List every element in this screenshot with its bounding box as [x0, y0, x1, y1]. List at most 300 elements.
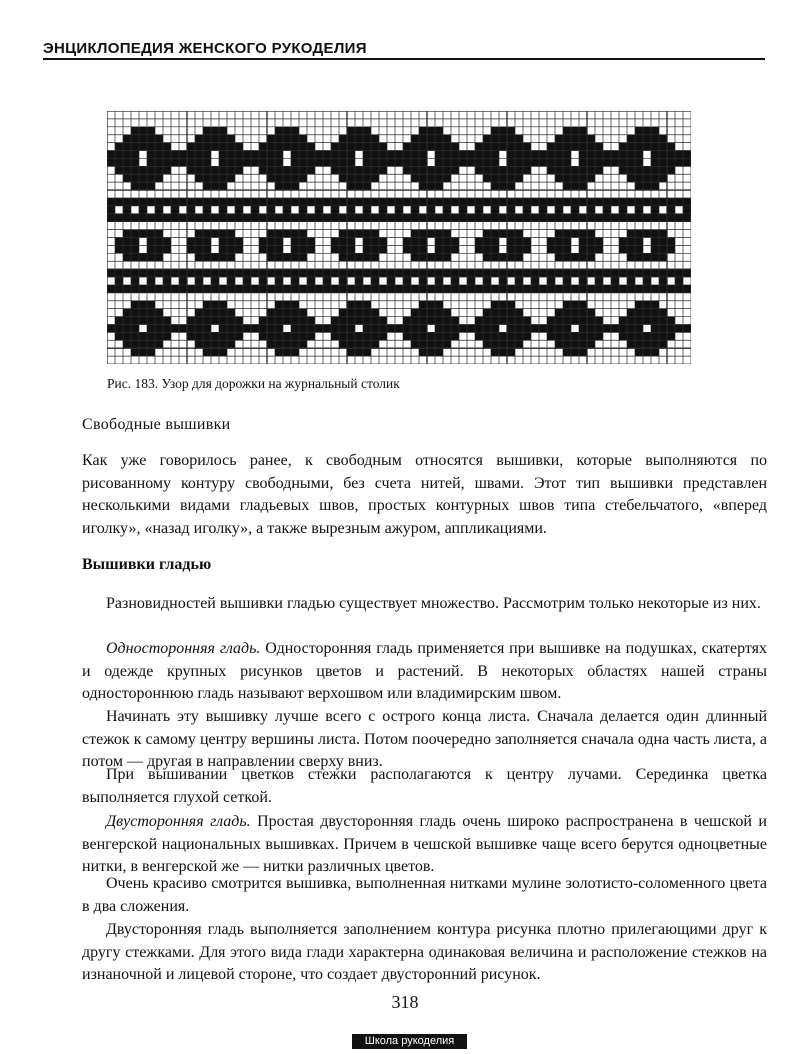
pattern-stitch: [131, 143, 139, 151]
pattern-stitch: [603, 158, 611, 166]
pattern-stitch: [419, 253, 427, 261]
pattern-stitch: [155, 230, 163, 238]
pattern-stitch: [587, 253, 595, 261]
pattern-stitch: [139, 269, 147, 277]
pattern-stitch: [195, 332, 203, 340]
pattern-stitch: [411, 269, 419, 277]
pattern-stitch: [307, 317, 315, 325]
pattern-stitch: [579, 253, 587, 261]
pattern-stitch: [667, 324, 675, 332]
pattern-stitch: [211, 166, 219, 174]
pattern-stitch: [451, 166, 459, 174]
pattern-stitch: [451, 317, 459, 325]
pattern-stitch: [627, 277, 635, 285]
pattern-stitch: [555, 166, 563, 174]
pattern-stitch: [571, 206, 579, 214]
pattern-stitch: [515, 174, 523, 182]
pattern-stitch: [651, 301, 659, 309]
pattern-stitch: [595, 277, 603, 285]
pattern-stitch: [195, 253, 203, 261]
pattern-stitch: [291, 198, 299, 206]
pattern-stitch: [595, 198, 603, 206]
pattern-stitch: [187, 317, 195, 325]
pattern-stitch: [475, 158, 483, 166]
pattern-stitch: [675, 324, 683, 332]
pattern-stitch: [139, 174, 147, 182]
pattern-stitch: [355, 277, 363, 285]
pattern-stitch: [667, 214, 675, 222]
pattern-stitch: [291, 238, 299, 246]
pattern-stitch: [187, 198, 195, 206]
pattern-stitch: [291, 340, 299, 348]
pattern-stitch: [579, 214, 587, 222]
pattern-stitch: [187, 206, 195, 214]
pattern-stitch: [579, 340, 587, 348]
pattern-stitch: [379, 198, 387, 206]
pattern-stitch: [507, 158, 515, 166]
pattern-stitch: [219, 332, 227, 340]
pattern-stitch: [315, 151, 323, 159]
pattern-stitch: [395, 158, 403, 166]
pattern-stitch: [267, 285, 275, 293]
pattern-stitch: [211, 230, 219, 238]
pattern-stitch: [483, 198, 491, 206]
pattern-stitch: [203, 174, 211, 182]
pattern-stitch: [307, 245, 315, 253]
pattern-stitch: [339, 253, 347, 261]
pattern-stitch: [531, 285, 539, 293]
pattern-stitch: [347, 309, 355, 317]
pattern-stitch: [611, 151, 619, 159]
pattern-stitch: [587, 245, 595, 253]
pattern-stitch: [443, 269, 451, 277]
pattern-stitch: [507, 127, 515, 135]
pattern-stitch: [339, 198, 347, 206]
pattern-stitch: [291, 214, 299, 222]
pattern-stitch: [547, 214, 555, 222]
pattern-stitch: [395, 198, 403, 206]
pattern-stitch: [203, 151, 211, 159]
pattern-stitch: [123, 166, 131, 174]
pattern-stitch: [275, 301, 283, 309]
pattern-stitch: [579, 317, 587, 325]
pattern-stitch: [131, 166, 139, 174]
pattern-stitch: [475, 324, 483, 332]
pattern-stitch: [579, 151, 587, 159]
pattern-stitch: [139, 198, 147, 206]
pattern-stitch: [291, 348, 299, 356]
pattern-stitch: [611, 285, 619, 293]
pattern-stitch: [419, 238, 427, 246]
pattern-stitch: [219, 348, 227, 356]
pattern-stitch: [419, 214, 427, 222]
pattern-stitch: [139, 214, 147, 222]
pattern-stitch: [419, 348, 427, 356]
pattern-stitch: [131, 245, 139, 253]
pattern-stitch: [611, 324, 619, 332]
pattern-stitch: [251, 151, 259, 159]
pattern-stitch: [179, 285, 187, 293]
pattern-stitch: [363, 174, 371, 182]
pattern-stitch: [267, 206, 275, 214]
pattern-stitch: [619, 158, 627, 166]
pattern-stitch: [427, 332, 435, 340]
pattern-stitch: [219, 198, 227, 206]
pattern-stitch: [195, 143, 203, 151]
pattern-stitch: [283, 253, 291, 261]
pattern-stitch: [411, 245, 419, 253]
pattern-stitch: [603, 214, 611, 222]
pattern-stitch: [467, 324, 475, 332]
pattern-stitch: [619, 166, 627, 174]
pattern-stitch: [619, 245, 627, 253]
pattern-stitch: [331, 206, 339, 214]
pattern-stitch: [475, 198, 483, 206]
pattern-stitch: [523, 269, 531, 277]
pattern-stitch: [187, 151, 195, 159]
pattern-stitch: [443, 135, 451, 143]
pattern-stitch: [219, 143, 227, 151]
pattern-stitch: [651, 348, 659, 356]
pattern-stitch: [339, 277, 347, 285]
pattern-stitch: [195, 230, 203, 238]
pattern-stitch: [283, 174, 291, 182]
pattern-stitch: [235, 143, 243, 151]
pattern-stitch: [163, 269, 171, 277]
pattern-stitch: [419, 158, 427, 166]
pattern-stitch: [483, 151, 491, 159]
pattern-stitch: [387, 324, 395, 332]
pattern-stitch: [203, 166, 211, 174]
pattern-stitch: [419, 285, 427, 293]
pattern-stitch: [171, 269, 179, 277]
pattern-stitch: [667, 238, 675, 246]
pattern-stitch: [355, 348, 363, 356]
pattern-stitch: [291, 135, 299, 143]
pattern-stitch: [571, 166, 579, 174]
pattern-stitch: [595, 214, 603, 222]
pattern-stitch: [563, 348, 571, 356]
pattern-stitch: [579, 174, 587, 182]
pattern-stitch: [139, 253, 147, 261]
pattern-stitch: [243, 285, 251, 293]
pattern-stitch: [235, 206, 243, 214]
pattern-stitch: [435, 135, 443, 143]
pattern-stitch: [443, 317, 451, 325]
pattern-stitch: [291, 158, 299, 166]
pattern-stitch: [563, 174, 571, 182]
pattern-stitch: [179, 324, 187, 332]
pattern-stitch: [499, 269, 507, 277]
pattern-stitch: [131, 174, 139, 182]
pattern-stitch: [563, 340, 571, 348]
pattern-stitch: [547, 158, 555, 166]
pattern-stitch: [115, 324, 123, 332]
pattern-stitch: [387, 151, 395, 159]
pattern-stitch: [323, 277, 331, 285]
pattern-stitch: [195, 269, 203, 277]
pattern-stitch: [491, 127, 499, 135]
pattern-stitch: [483, 285, 491, 293]
pattern-stitch: [395, 214, 403, 222]
pattern-stitch: [419, 127, 427, 135]
pattern-stitch: [203, 317, 211, 325]
pattern-stitch: [499, 166, 507, 174]
pattern-stitch: [587, 151, 595, 159]
pattern-stitch: [579, 127, 587, 135]
pattern-stitch: [411, 324, 419, 332]
pattern-stitch: [603, 285, 611, 293]
pattern-stitch: [475, 166, 483, 174]
pattern-stitch: [547, 166, 555, 174]
pattern-stitch: [115, 214, 123, 222]
pattern-stitch: [563, 277, 571, 285]
pattern-stitch: [291, 253, 299, 261]
pattern-stitch: [659, 324, 667, 332]
pattern-stitch: [443, 166, 451, 174]
pattern-stitch: [371, 253, 379, 261]
pattern-stitch: [555, 324, 563, 332]
pattern-stitch: [283, 182, 291, 190]
pattern-stitch: [155, 285, 163, 293]
pattern-stitch: [259, 214, 267, 222]
pattern-stitch: [147, 317, 155, 325]
pattern-stitch: [507, 182, 515, 190]
pattern-stitch: [347, 174, 355, 182]
pattern-stitch: [595, 285, 603, 293]
pattern-stitch: [363, 301, 371, 309]
pattern-stitch: [259, 332, 267, 340]
pattern-stitch: [515, 332, 523, 340]
pattern-stitch: [483, 166, 491, 174]
pattern-stitch: [163, 158, 171, 166]
pattern-stitch: [523, 158, 531, 166]
pattern-stitch: [435, 143, 443, 151]
pattern-stitch: [515, 245, 523, 253]
pattern-stitch: [611, 269, 619, 277]
pattern-stitch: [675, 198, 683, 206]
pattern-stitch: [587, 206, 595, 214]
pattern-stitch: [683, 151, 691, 159]
pattern-stitch: [499, 127, 507, 135]
pattern-stitch: [243, 277, 251, 285]
pattern-stitch: [155, 238, 163, 246]
pattern-stitch: [627, 166, 635, 174]
pattern-stitch: [147, 151, 155, 159]
pattern-stitch: [451, 151, 459, 159]
pattern-stitch: [203, 340, 211, 348]
pattern-stitch: [683, 269, 691, 277]
pattern-stitch: [227, 253, 235, 261]
intro-paragraph: Как уже говорилось ранее, к свободным относятся вышивки, которые выполняются по рисованному контуру свободными, без счета нитей, швами. Этот тип вышивки представлен несколькими видами гладьевых швов, простых контурных швов типа стебельчатого, «вперед иголку», «назад иголку», а также вырезным ажуром, аппликациями.: [82, 452, 767, 537]
pattern-stitch: [243, 269, 251, 277]
pattern-stitch: [427, 198, 435, 206]
pattern-stitch: [155, 317, 163, 325]
pattern-stitch: [611, 277, 619, 285]
pattern-stitch: [131, 332, 139, 340]
pattern-stitch: [635, 127, 643, 135]
pattern-stitch: [507, 324, 515, 332]
pattern-stitch: [587, 332, 595, 340]
pattern-stitch: [571, 182, 579, 190]
pattern-stitch: [427, 348, 435, 356]
pattern-stitch: [163, 277, 171, 285]
pattern-stitch: [275, 230, 283, 238]
pattern-stitch: [331, 151, 339, 159]
pattern-stitch: [635, 214, 643, 222]
pattern-stitch: [419, 245, 427, 253]
pattern-stitch: [147, 269, 155, 277]
pattern-stitch: [227, 332, 235, 340]
pattern-stitch: [507, 214, 515, 222]
pattern-stitch: [435, 309, 443, 317]
header-rule: [43, 58, 765, 60]
pattern-stitch: [123, 317, 131, 325]
pattern-stitch: [515, 166, 523, 174]
embroidery-pattern-figure: [107, 111, 691, 364]
pattern-stitch: [163, 245, 171, 253]
pattern-stitch: [299, 245, 307, 253]
pattern-stitch: [355, 230, 363, 238]
pattern-stitch: [563, 301, 571, 309]
pattern-stitch: [211, 253, 219, 261]
pattern-stitch: [555, 309, 563, 317]
pattern-stitch: [291, 317, 299, 325]
pattern-stitch: [171, 214, 179, 222]
pattern-stitch: [675, 277, 683, 285]
pattern-stitch: [635, 285, 643, 293]
pattern-stitch: [259, 317, 267, 325]
pattern-stitch: [131, 285, 139, 293]
pattern-stitch: [435, 238, 443, 246]
pattern-stitch: [491, 174, 499, 182]
pattern-stitch: [115, 238, 123, 246]
pattern-stitch: [427, 269, 435, 277]
pattern-stitch: [203, 285, 211, 293]
pattern-stitch: [347, 324, 355, 332]
pattern-stitch: [627, 214, 635, 222]
pattern-stitch: [323, 198, 331, 206]
pattern-stitch: [307, 214, 315, 222]
pattern-stitch: [283, 340, 291, 348]
pattern-stitch: [419, 317, 427, 325]
pattern-stitch: [435, 214, 443, 222]
running-header: [43, 36, 765, 66]
pattern-stitch: [339, 317, 347, 325]
pattern-stitch: [499, 214, 507, 222]
pattern-stitch: [523, 198, 531, 206]
pattern-stitch: [347, 332, 355, 340]
pattern-stitch: [443, 214, 451, 222]
pattern-stitch: [459, 198, 467, 206]
pattern-stitch: [371, 174, 379, 182]
pattern-stitch: [123, 269, 131, 277]
pattern-stitch: [275, 158, 283, 166]
pattern-stitch: [563, 269, 571, 277]
pattern-stitch: [275, 245, 283, 253]
pattern-stitch: [163, 214, 171, 222]
pattern-stitch: [579, 285, 587, 293]
pattern-stitch: [363, 182, 371, 190]
pattern-stitch: [419, 340, 427, 348]
pattern-stitch: [619, 206, 627, 214]
pattern-stitch: [243, 324, 251, 332]
pattern-stitch: [547, 324, 555, 332]
pattern-stitch: [563, 158, 571, 166]
pattern-stitch: [139, 127, 147, 135]
pattern-stitch: [411, 143, 419, 151]
pattern-stitch: [587, 309, 595, 317]
pattern-stitch: [107, 206, 115, 214]
pattern-stitch: [627, 285, 635, 293]
pattern-stitch: [379, 285, 387, 293]
pattern-stitch: [355, 332, 363, 340]
pattern-stitch: [475, 245, 483, 253]
pattern-stitch: [275, 332, 283, 340]
pattern-stitch: [595, 269, 603, 277]
pattern-stitch: [227, 340, 235, 348]
pattern-stitch: [403, 324, 411, 332]
pattern-stitch: [203, 198, 211, 206]
pattern-stitch: [307, 324, 315, 332]
pattern-stitch: [507, 166, 515, 174]
pattern-stitch: [539, 198, 547, 206]
pattern-stitch: [275, 182, 283, 190]
pattern-stitch: [651, 214, 659, 222]
pattern-stitch: [363, 340, 371, 348]
pattern-stitch: [363, 166, 371, 174]
pattern-stitch: [523, 285, 531, 293]
pattern-stitch: [155, 214, 163, 222]
pattern-stitch: [259, 238, 267, 246]
pattern-stitch: [643, 253, 651, 261]
pattern-stitch: [267, 174, 275, 182]
pattern-stitch: [115, 245, 123, 253]
pattern-stitch: [659, 135, 667, 143]
pattern-stitch: [555, 245, 563, 253]
pattern-stitch: [555, 143, 563, 151]
pattern-stitch: [339, 332, 347, 340]
pattern-stitch: [683, 285, 691, 293]
pattern-stitch: [379, 214, 387, 222]
pattern-stitch: [491, 182, 499, 190]
pattern-stitch: [275, 238, 283, 246]
pattern-stitch: [563, 230, 571, 238]
pattern-stitch: [219, 324, 227, 332]
pattern-stitch: [427, 230, 435, 238]
pattern-stitch: [283, 301, 291, 309]
pattern-stitch: [387, 158, 395, 166]
pattern-stitch: [283, 317, 291, 325]
footer-watermark: Школа рукоделия: [352, 1034, 467, 1049]
pattern-stitch: [523, 143, 531, 151]
pattern-stitch: [155, 174, 163, 182]
pattern-stitch: [275, 135, 283, 143]
pattern-stitch: [339, 309, 347, 317]
pattern-stitch: [643, 340, 651, 348]
pattern-stitch: [347, 206, 355, 214]
pattern-stitch: [411, 238, 419, 246]
pattern-stitch: [235, 324, 243, 332]
pattern-stitch: [371, 269, 379, 277]
pattern-stitch: [523, 332, 531, 340]
pattern-stitch: [427, 309, 435, 317]
pattern-stitch: [627, 151, 635, 159]
pattern-stitch: [131, 214, 139, 222]
pattern-stitch: [683, 214, 691, 222]
pattern-stitch: [443, 340, 451, 348]
pattern-stitch: [547, 198, 555, 206]
